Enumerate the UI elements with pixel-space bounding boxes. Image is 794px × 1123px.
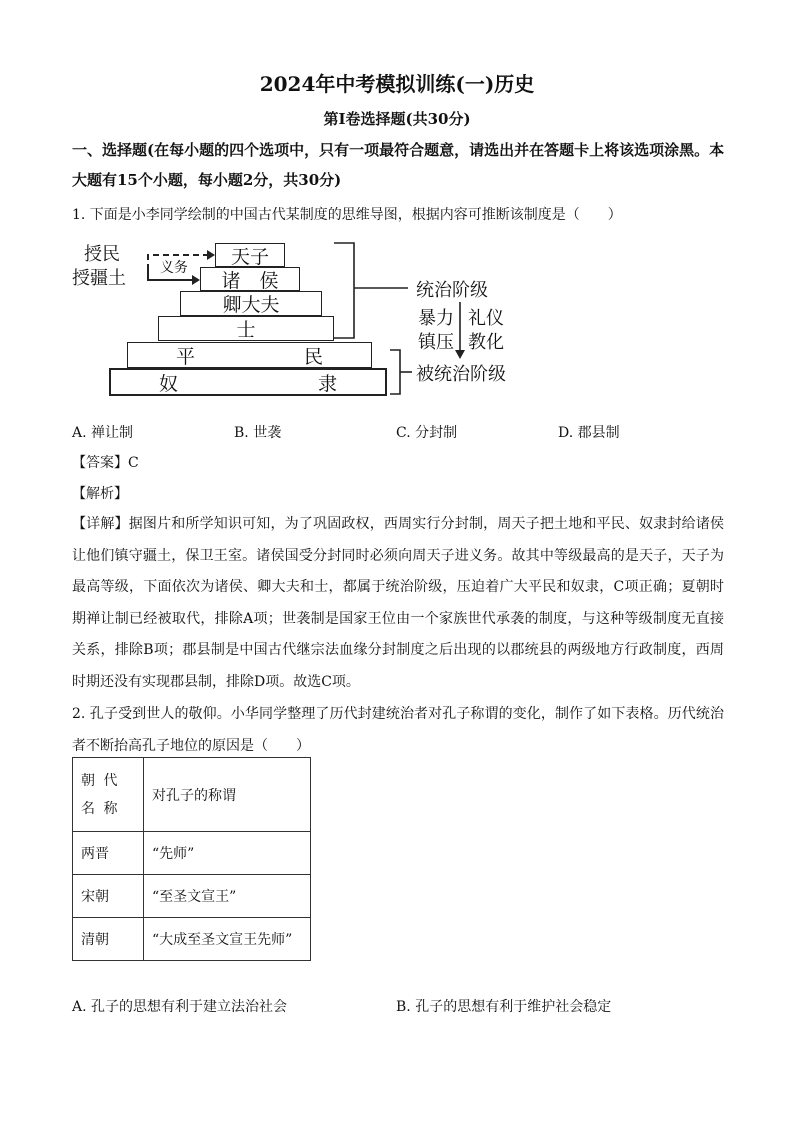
- grant-label-land: 授疆土: [72, 268, 126, 289]
- force-label-2: 镇压: [418, 332, 454, 353]
- ruled-class-label: 被统治阶级: [416, 364, 506, 385]
- page-title: 2024年中考模拟训练(一)历史: [259, 72, 535, 96]
- grant-arrow-head: [192, 275, 200, 285]
- table-row: [73, 875, 311, 918]
- table-row: [73, 918, 311, 961]
- rite-label-1: 礼仪: [468, 308, 504, 329]
- ruling-brace: [334, 243, 354, 338]
- q2-option-a[interactable]: A. 孔子的思想有利于建立法治社会: [72, 999, 288, 1015]
- level-pingmin: [127, 342, 372, 368]
- level-pingmin-label-2: 民: [303, 345, 323, 368]
- duty-label: 义务: [160, 260, 188, 276]
- q1-detail: 【详解】据图片和所学知识可知，为了巩固政权，西周实行分封制，周天子把土地和平民、奴隶封给诸侯让他们镇守疆土，保卫王室。诸侯国受分封同时必须向周天子进义务。故其中等级最高的是天子，天子为最高等级，下面依次为诸侯、卿大夫和士，都属于统治阶级，压迫着广大平民和奴隶，C项正确；夏朝时期禅让制已经被取代，排除A项；世袭制是国家王位由一个家族世代承袭的制度，与这种等级制度无直接关系，排除B项；郡县制是中国古代继宗法血缘分封制度之后出现的以郡统县的两级地方行政制度，西周时期还没有实现郡县制，排除D项。故选C项。: [72, 516, 724, 690]
- page-subtitle: 第Ⅰ卷选择题(共30分): [323, 110, 471, 128]
- level-qingdafu-label: 卿大夫: [222, 294, 280, 316]
- level-tianzi-label: 天子: [230, 245, 269, 268]
- table-header-title: 对孔子的称谓: [144, 758, 311, 832]
- q1-option-a[interactable]: A. 禅让制: [72, 425, 134, 441]
- oppression-arrow-head: [455, 350, 465, 359]
- level-shi-label: 士: [236, 319, 256, 341]
- table-cell-title: “先师”: [144, 832, 311, 875]
- table-cell-dynasty: 清朝: [73, 918, 144, 961]
- q1-answer: [72, 452, 139, 472]
- force-label-1: 暴力: [418, 308, 454, 329]
- grant-label-people: 授民: [84, 244, 120, 265]
- q1-option-d[interactable]: D. 郡县制: [558, 425, 620, 441]
- level-nuli-label-2: 隶: [317, 372, 337, 395]
- answer-tag: 【答案】: [72, 455, 128, 471]
- rite-label-2: 教化: [468, 332, 504, 353]
- table-row: [73, 832, 311, 875]
- answer-value: C: [128, 455, 139, 471]
- level-pingmin-label-1: 平: [176, 345, 196, 368]
- feudal-hierarchy-diagram: [72, 240, 532, 404]
- table-cell-title: “大成至圣文宣王先师”: [144, 918, 311, 961]
- table-cell-dynasty: 宋朝: [73, 875, 144, 918]
- level-shi: [158, 316, 334, 341]
- ruled-brace: [390, 350, 400, 394]
- level-nuli-label-1: 奴: [159, 372, 179, 395]
- table-header-row: [73, 758, 311, 832]
- question-2-stem: 2. 孔子受到世人的敬仰。小华同学整理了历代封建统治者对孔子称谓的变化，制作了如下表格。历代统治者不断抬高孔子地位的原因是（ ）: [72, 706, 724, 754]
- table-cell-dynasty: 两晋: [73, 832, 144, 875]
- q1-analysis-tag: 【解析】: [72, 486, 128, 502]
- q1-option-c[interactable]: C. 分封制: [396, 425, 458, 441]
- ruling-class-label: 统治阶级: [416, 280, 488, 301]
- q1-option-b[interactable]: B. 世袭: [234, 425, 282, 441]
- question-1-stem: 1. 下面是小李同学绘制的中国古代某制度的思维导图，根据内容可推断该制度是（ ）: [72, 207, 622, 223]
- level-zhuhou-label: 诸 侯: [221, 269, 279, 292]
- level-zhuhou: [200, 267, 300, 291]
- level-tianzi: [215, 243, 285, 267]
- table-cell-title: “至圣文宣王”: [144, 875, 311, 918]
- level-qingdafu: [180, 291, 322, 316]
- section-instructions: 一、选择题(在每小题的四个选项中，只有一项最符合题意，请选出并在答题卡上将该选项涂黑。本大题有15个小题，每小题2分，共30分): [72, 141, 725, 189]
- title-table: [72, 757, 311, 961]
- duty-arrow-head: [207, 250, 215, 260]
- q2-option-b[interactable]: B. 孔子的思想有利于维护社会稳定: [396, 999, 612, 1015]
- table-header-dynasty: 朝 代 名 称: [73, 758, 144, 832]
- level-nuli: [109, 368, 387, 396]
